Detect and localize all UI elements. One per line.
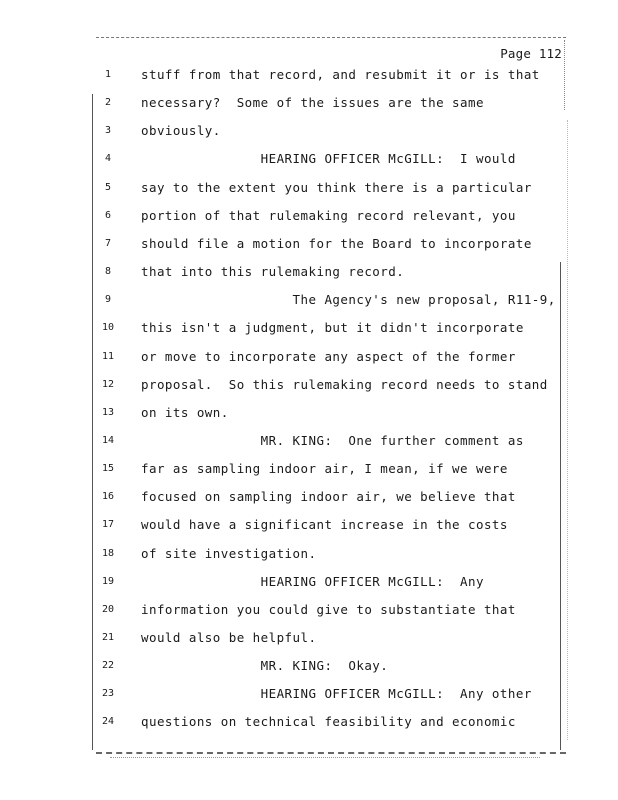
line-text: portion of that rulemaking record relevant, you: [141, 207, 516, 223]
line-number: 3: [104, 125, 112, 137]
line-text: MR. KING: Okay.: [141, 658, 389, 674]
transcript-line: [0, 149, 618, 169]
line-text: HEARING OFFICER McGILL: I would: [141, 151, 516, 167]
transcript-line: [0, 93, 618, 113]
transcript-line: [0, 459, 618, 479]
transcript-line: [0, 431, 618, 451]
transcript-line: [0, 544, 618, 564]
line-text: should file a motion for the Board to incorporate: [141, 235, 532, 251]
transcript-line: [0, 347, 618, 367]
line-text: on its own.: [141, 404, 229, 420]
line-number: 12: [101, 378, 115, 390]
line-number: 15: [101, 463, 115, 475]
line-text: information you could give to substantiate that: [141, 601, 516, 617]
transcript-line: [0, 262, 618, 282]
transcript-line: [0, 290, 618, 310]
line-text: stuff from that record, and resubmit it or is that: [141, 67, 540, 82]
line-text: would have a significant increase in the costs: [141, 517, 508, 533]
line-number: 23: [101, 688, 115, 700]
top-rule: [96, 37, 566, 38]
line-number: 20: [101, 603, 115, 615]
transcript-line: [0, 403, 618, 423]
line-number: 11: [101, 350, 115, 362]
line-text: obviously.: [141, 123, 221, 139]
line-number: 2: [104, 97, 112, 109]
bottom-rule-secondary: [110, 757, 540, 758]
line-number: 4: [104, 153, 112, 165]
line-number: 14: [101, 434, 115, 446]
line-text: questions on technical feasibility and economic: [141, 714, 516, 730]
line-text: HEARING OFFICER McGILL: Any: [141, 573, 484, 589]
bottom-rule: [96, 752, 566, 754]
line-number: 6: [104, 209, 112, 221]
transcript-line: [0, 234, 618, 254]
line-text: far as sampling indoor air, I mean, if we were: [141, 461, 508, 477]
line-number: 22: [101, 660, 115, 672]
transcript-line: [0, 628, 618, 648]
line-number: 21: [101, 632, 115, 643]
line-number: 13: [101, 406, 115, 418]
line-number: 17: [101, 519, 115, 531]
line-text: this isn't a judgment, but it didn't incorporate: [141, 320, 524, 336]
line-text: focused on sampling indoor air, we believe that: [141, 489, 516, 505]
transcript-line: [0, 121, 618, 141]
transcript-line: [0, 684, 618, 704]
transcript-line: [0, 656, 618, 676]
transcript-line: [0, 572, 618, 592]
line-number: 9: [104, 294, 112, 306]
transcript-line: [0, 515, 618, 535]
line-text: The Agency's new proposal, R11-9,: [141, 292, 556, 308]
line-text: that into this rulemaking record.: [141, 264, 405, 280]
transcript-line: [0, 65, 618, 85]
line-text: of site investigation.: [141, 545, 317, 561]
line-text: or move to incorporate any aspect of the former: [141, 348, 516, 364]
transcript-line: [0, 178, 618, 198]
page-number: Page 112: [500, 46, 562, 61]
line-number: 18: [101, 547, 115, 559]
line-number: 16: [101, 491, 115, 503]
line-text: say to the extent you think there is a particular: [141, 179, 532, 195]
transcript-line: [0, 600, 618, 620]
line-number: 8: [104, 266, 112, 278]
line-number: 5: [104, 181, 112, 193]
line-number: 24: [101, 716, 115, 728]
line-text: proposal. So this rulemaking record needs to stand: [141, 376, 548, 392]
line-text: would also be helpful.: [141, 630, 317, 645]
line-text: MR. KING: One further comment as: [141, 432, 524, 448]
transcript-line: [0, 318, 618, 338]
line-text: necessary? Some of the issues are the same: [141, 95, 484, 111]
line-number: 10: [101, 322, 115, 334]
transcript-line: [0, 712, 618, 732]
transcript-line: [0, 375, 618, 395]
line-number: 19: [101, 575, 115, 587]
transcript-line: [0, 206, 618, 226]
line-number: 7: [104, 237, 112, 249]
line-text: HEARING OFFICER McGILL: Any other: [141, 686, 532, 702]
transcript-line: [0, 487, 618, 507]
line-number: 1: [104, 69, 112, 80]
